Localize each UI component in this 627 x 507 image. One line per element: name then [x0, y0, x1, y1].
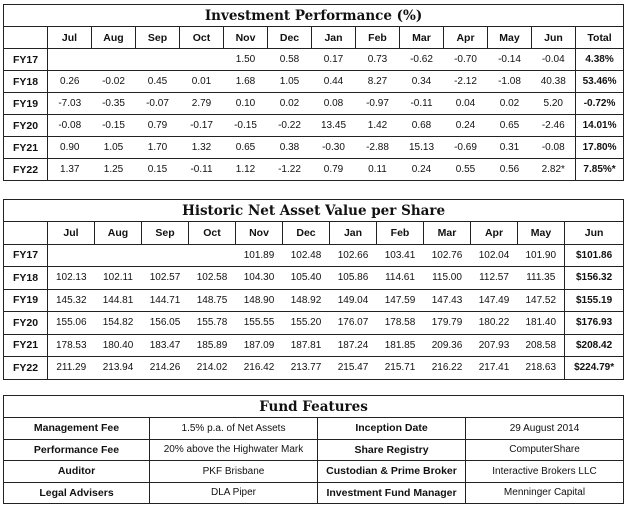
month-header: Dec	[268, 27, 312, 49]
year-label: FY22	[4, 357, 48, 380]
performance-value: 0.55	[444, 159, 488, 181]
nav-value: 102.04	[471, 244, 518, 267]
performance-value: -0.14	[488, 49, 532, 71]
performance-value: -0.11	[400, 93, 444, 115]
year-label: FY17	[4, 49, 48, 71]
nav-value: 102.13	[48, 267, 95, 290]
performance-value: 0.73	[356, 49, 400, 71]
nav-value: 155.55	[236, 312, 283, 335]
nav-value: 115.00	[424, 267, 471, 290]
feature-value: 20% above the Highwater Mark	[150, 439, 318, 461]
nav-title: Historic Net Asset Value per Share	[4, 200, 624, 222]
nav-value: 187.24	[330, 334, 377, 357]
performance-value: 1.05	[268, 71, 312, 93]
month-header: May	[488, 27, 532, 49]
nav-value: 156.05	[142, 312, 189, 335]
performance-value	[180, 49, 224, 71]
performance-total: 7.85%*	[576, 159, 624, 181]
nav-value: 155.20	[283, 312, 330, 335]
month-header: Jun	[532, 27, 576, 49]
performance-value: -1.22	[268, 159, 312, 181]
year-label: FY22	[4, 159, 48, 181]
nav-value: 178.58	[377, 312, 424, 335]
nav-row	[4, 334, 624, 357]
performance-value: 1.50	[224, 49, 268, 71]
performance-value: 0.24	[444, 115, 488, 137]
month-header: Aug	[95, 222, 142, 245]
feature-value: 1.5% p.a. of Net Assets	[150, 418, 318, 440]
nav-row	[4, 357, 624, 380]
performance-value: 2.82*	[532, 159, 576, 181]
performance-value: 0.11	[356, 159, 400, 181]
nav-value: 208.58	[518, 334, 565, 357]
performance-value: -0.11	[180, 159, 224, 181]
nav-value: 147.49	[471, 289, 518, 312]
performance-value: 1.70	[136, 137, 180, 159]
nav-value: 180.40	[95, 334, 142, 357]
month-header: Jul	[48, 222, 95, 245]
nav-value: 187.81	[283, 334, 330, 357]
nav-value: 207.93	[471, 334, 518, 357]
performance-title: Investment Performance (%)	[4, 5, 624, 27]
feature-label: Inception Date	[318, 418, 466, 440]
nav-value: 155.78	[189, 312, 236, 335]
nav-value: 214.26	[142, 357, 189, 380]
performance-value	[48, 49, 92, 71]
nav-row	[4, 267, 624, 290]
performance-value: 40.38	[532, 71, 576, 93]
performance-value: -0.08	[48, 115, 92, 137]
feature-label: Custodian & Prime Broker	[318, 461, 466, 483]
month-header: Apr	[471, 222, 518, 245]
performance-row	[4, 93, 624, 115]
feature-label: Share Registry	[318, 439, 466, 461]
nav-value: 215.47	[330, 357, 377, 380]
performance-value: 1.05	[92, 137, 136, 159]
performance-value: 0.34	[400, 71, 444, 93]
performance-value: 1.42	[356, 115, 400, 137]
nav-value	[48, 244, 95, 267]
performance-row	[4, 137, 624, 159]
performance-value: 2.79	[180, 93, 224, 115]
performance-value: -0.62	[400, 49, 444, 71]
performance-value: -0.69	[444, 137, 488, 159]
nav-value: 218.63	[518, 357, 565, 380]
performance-value: 1.68	[224, 71, 268, 93]
performance-value: -0.30	[312, 137, 356, 159]
nav-value: 104.30	[236, 267, 283, 290]
performance-value: -0.35	[92, 93, 136, 115]
fund-feature-row	[4, 439, 624, 461]
nav-value: 155.06	[48, 312, 95, 335]
nav-value: 102.11	[95, 267, 142, 290]
performance-value: 0.08	[312, 93, 356, 115]
month-header: Feb	[377, 222, 424, 245]
year-label: FY21	[4, 334, 48, 357]
nav-value: 213.77	[283, 357, 330, 380]
performance-value: 0.38	[268, 137, 312, 159]
year-label: FY19	[4, 289, 48, 312]
performance-value: 1.12	[224, 159, 268, 181]
feature-value: Interactive Brokers LLC	[466, 461, 624, 483]
nav-value	[189, 244, 236, 267]
total-header: Total	[576, 27, 624, 49]
performance-value	[136, 49, 180, 71]
performance-value: 1.32	[180, 137, 224, 159]
fund-features-title: Fund Features	[4, 396, 624, 418]
performance-value: 0.15	[136, 159, 180, 181]
performance-value: -7.03	[48, 93, 92, 115]
feature-value: 29 August 2014	[466, 418, 624, 440]
performance-value	[92, 49, 136, 71]
nav-row	[4, 244, 624, 267]
nav-row	[4, 312, 624, 335]
nav-value: 112.57	[471, 267, 518, 290]
header-blank	[4, 27, 48, 49]
year-label: FY19	[4, 93, 48, 115]
nav-value: 105.40	[283, 267, 330, 290]
performance-value: 0.17	[312, 49, 356, 71]
nav-value: 102.48	[283, 244, 330, 267]
performance-value: 0.65	[224, 137, 268, 159]
performance-value: -0.15	[224, 115, 268, 137]
nav-value	[95, 244, 142, 267]
performance-value: 0.90	[48, 137, 92, 159]
nav-value: 147.52	[518, 289, 565, 312]
performance-value: 0.04	[444, 93, 488, 115]
performance-total: 14.01%	[576, 115, 624, 137]
nav-value: 217.41	[471, 357, 518, 380]
nav-value: 105.86	[330, 267, 377, 290]
performance-value: 1.25	[92, 159, 136, 181]
nav-value: 147.59	[377, 289, 424, 312]
performance-value: 8.27	[356, 71, 400, 93]
performance-value: -2.46	[532, 115, 576, 137]
nav-value: 144.81	[95, 289, 142, 312]
feature-value: DLA Piper	[150, 482, 318, 504]
nav-per-share-table	[3, 199, 624, 380]
performance-total: -0.72%	[576, 93, 624, 115]
performance-value: 0.65	[488, 115, 532, 137]
performance-total: 17.80%	[576, 137, 624, 159]
performance-value: 0.79	[136, 115, 180, 137]
performance-value: 0.26	[48, 71, 92, 93]
nav-value: 181.85	[377, 334, 424, 357]
performance-value: -0.15	[92, 115, 136, 137]
nav-value: 211.29	[48, 357, 95, 380]
year-label: FY20	[4, 312, 48, 335]
feature-value: Menninger Capital	[466, 482, 624, 504]
month-header: Nov	[236, 222, 283, 245]
performance-row	[4, 49, 624, 71]
performance-value: -0.22	[268, 115, 312, 137]
investment-performance-table	[3, 4, 624, 181]
month-header: Aug	[92, 27, 136, 49]
nav-value: 216.42	[236, 357, 283, 380]
nav-value: 148.75	[189, 289, 236, 312]
performance-value: 0.01	[180, 71, 224, 93]
nav-row	[4, 289, 624, 312]
performance-value: 0.10	[224, 93, 268, 115]
month-header: Jul	[48, 27, 92, 49]
month-header: Jan	[312, 27, 356, 49]
fund-feature-row	[4, 461, 624, 483]
year-label: FY21	[4, 137, 48, 159]
performance-value: 5.20	[532, 93, 576, 115]
nav-value: 102.76	[424, 244, 471, 267]
fund-feature-row	[4, 482, 624, 504]
feature-value: PKF Brisbane	[150, 461, 318, 483]
feature-label: Performance Fee	[4, 439, 150, 461]
performance-value: -0.04	[532, 49, 576, 71]
nav-value: 183.47	[142, 334, 189, 357]
nav-value: 102.58	[189, 267, 236, 290]
performance-value: 13.45	[312, 115, 356, 137]
performance-total: 4.38%	[576, 49, 624, 71]
year-label: FY20	[4, 115, 48, 137]
performance-value: 0.02	[268, 93, 312, 115]
feature-label: Management Fee	[4, 418, 150, 440]
month-header: Sep	[136, 27, 180, 49]
performance-value: -2.88	[356, 137, 400, 159]
performance-value: -1.08	[488, 71, 532, 93]
year-label: FY17	[4, 244, 48, 267]
month-header: Mar	[400, 27, 444, 49]
feature-label: Auditor	[4, 461, 150, 483]
nav-value: 185.89	[189, 334, 236, 357]
nav-value: 181.40	[518, 312, 565, 335]
nav-value: 154.82	[95, 312, 142, 335]
fund-feature-row	[4, 418, 624, 440]
performance-value: -0.07	[136, 93, 180, 115]
performance-value: 15.13	[400, 137, 444, 159]
nav-june-value: $176.93	[565, 312, 624, 335]
month-header: Oct	[180, 27, 224, 49]
nav-value: 213.94	[95, 357, 142, 380]
performance-value: -0.97	[356, 93, 400, 115]
nav-value: 178.53	[48, 334, 95, 357]
month-header: May	[518, 222, 565, 245]
performance-value: -0.02	[92, 71, 136, 93]
nav-value: 180.22	[471, 312, 518, 335]
month-header: Mar	[424, 222, 471, 245]
month-header: Apr	[444, 27, 488, 49]
header-blank	[4, 222, 48, 245]
performance-value: 0.24	[400, 159, 444, 181]
nav-value: 111.35	[518, 267, 565, 290]
performance-value: 0.31	[488, 137, 532, 159]
performance-value: 0.44	[312, 71, 356, 93]
nav-value: 101.89	[236, 244, 283, 267]
nav-value: 149.04	[330, 289, 377, 312]
fund-features-table	[3, 395, 624, 504]
nav-value: 215.71	[377, 357, 424, 380]
nav-june-value: $155.19	[565, 289, 624, 312]
nav-value: 187.09	[236, 334, 283, 357]
month-header: Dec	[283, 222, 330, 245]
performance-value: -0.08	[532, 137, 576, 159]
nav-value: 145.32	[48, 289, 95, 312]
nav-value: 144.71	[142, 289, 189, 312]
month-header: Oct	[189, 222, 236, 245]
performance-value: -2.12	[444, 71, 488, 93]
year-label: FY18	[4, 71, 48, 93]
year-label: FY18	[4, 267, 48, 290]
nav-value: 148.92	[283, 289, 330, 312]
feature-label: Legal Advisers	[4, 482, 150, 504]
feature-value: ComputerShare	[466, 439, 624, 461]
nav-value: 214.02	[189, 357, 236, 380]
nav-june-value: $156.32	[565, 267, 624, 290]
performance-row	[4, 71, 624, 93]
nav-value: 176.07	[330, 312, 377, 335]
nav-value: 114.61	[377, 267, 424, 290]
nav-value: 102.66	[330, 244, 377, 267]
nav-june-value: $208.42	[565, 334, 624, 357]
month-header: Jan	[330, 222, 377, 245]
nav-june-value: $101.86	[565, 244, 624, 267]
month-header: Sep	[142, 222, 189, 245]
nav-june-value: $224.79*	[565, 357, 624, 380]
nav-value	[142, 244, 189, 267]
month-header: Jun	[565, 222, 624, 245]
performance-value: 0.56	[488, 159, 532, 181]
nav-value: 147.43	[424, 289, 471, 312]
performance-value: 0.79	[312, 159, 356, 181]
performance-value: 0.68	[400, 115, 444, 137]
nav-value: 179.79	[424, 312, 471, 335]
nav-value: 102.57	[142, 267, 189, 290]
nav-value: 103.41	[377, 244, 424, 267]
performance-value: 0.58	[268, 49, 312, 71]
performance-value: -0.70	[444, 49, 488, 71]
performance-value: 0.02	[488, 93, 532, 115]
performance-row	[4, 115, 624, 137]
month-header: Feb	[356, 27, 400, 49]
nav-value: 216.22	[424, 357, 471, 380]
nav-value: 101.90	[518, 244, 565, 267]
feature-label: Investment Fund Manager	[318, 482, 466, 504]
nav-value: 148.90	[236, 289, 283, 312]
performance-value: 0.45	[136, 71, 180, 93]
month-header: Nov	[224, 27, 268, 49]
nav-value: 209.36	[424, 334, 471, 357]
performance-value: -0.17	[180, 115, 224, 137]
performance-total: 53.46%	[576, 71, 624, 93]
performance-row	[4, 159, 624, 181]
performance-value: 1.37	[48, 159, 92, 181]
